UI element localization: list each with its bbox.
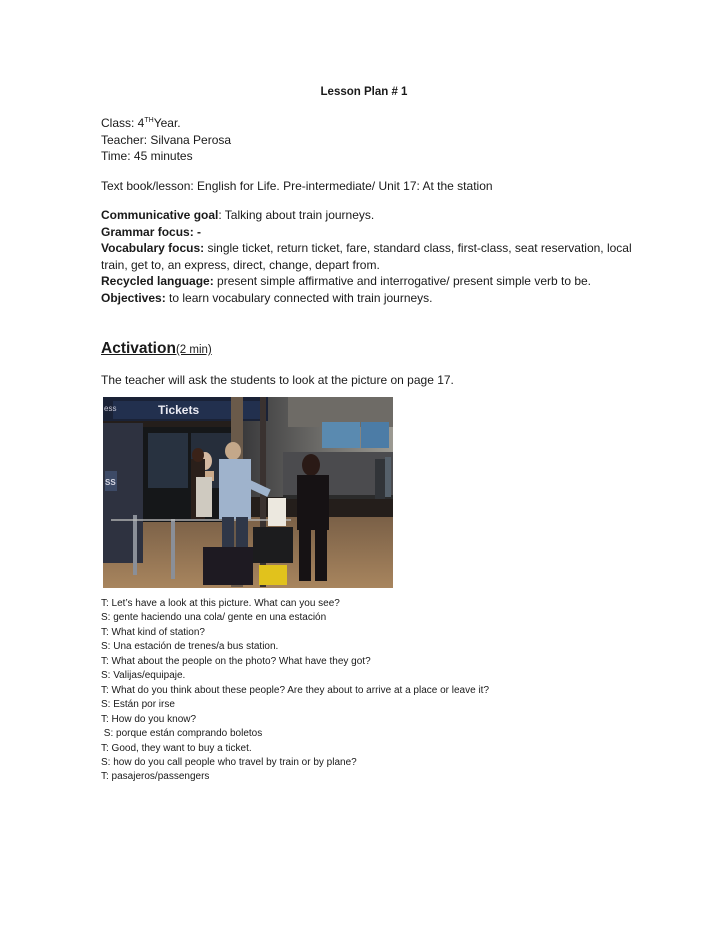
- vocabulary-focus: [101, 240, 661, 257]
- dialog-line: T: pasajeros/passengers: [101, 771, 210, 783]
- time-line: Time: 45 minutes: [101, 149, 193, 163]
- recycled-text: present simple affirmative and interrogative/ present simple verb to be.: [213, 274, 592, 288]
- dialog-line: S: gente haciendo una cola/ gente en una estación: [101, 612, 327, 624]
- vocabulary-label: Vocabulary focus:: [101, 241, 205, 255]
- vocabulary-text-1: single ticket, return ticket, fare, standard class, first-class, seat reservation, local: [204, 241, 632, 255]
- grammar-focus: Grammar focus: -: [101, 224, 202, 239]
- activation-heading-text: Activation: [101, 340, 176, 357]
- class-superscript: TH: [144, 117, 154, 124]
- lesson-title-text: Lesson Plan # 1: [320, 86, 408, 98]
- tickets-sign: Tickets: [158, 403, 200, 417]
- vocabulary-continued: train, get to, an express, direct, change, depart from.: [101, 257, 380, 272]
- sign-fragment: ess: [104, 404, 117, 413]
- class-prefix: Class: 4: [101, 116, 145, 130]
- side-sign-fragment: SS: [105, 478, 116, 487]
- activation-heading: [101, 340, 212, 358]
- dialog-line: S: Están por irse: [101, 699, 175, 711]
- recycled-language: [101, 273, 661, 290]
- teacher-line: Teacher: Silvana Perosa: [101, 132, 232, 147]
- activation-intro: [101, 372, 641, 389]
- activation-intro-text: The teacher will ask the students to look at the picture on page 17.: [101, 373, 454, 387]
- communicative-goal: [101, 207, 661, 224]
- dialog-line: S: how do you call people who travel by train or by plane?: [101, 756, 357, 768]
- objectives-text: to learn vocabulary connected with train journeys.: [165, 290, 433, 305]
- textbook-line: [101, 178, 641, 195]
- focus-section: [101, 207, 661, 306]
- dialog-line: T: What about the people on the photo? What have they got?: [101, 655, 371, 667]
- dialog-line: S: porque están comprando boletos: [101, 728, 263, 740]
- station-photo: [103, 397, 393, 588]
- dialog-line: T: How do you know?: [101, 713, 197, 725]
- communicative-text: : Talking about train journeys.: [218, 208, 375, 222]
- recycled-label: Recycled language:: [101, 274, 214, 288]
- activation-duration: (2 min): [175, 344, 212, 356]
- class-info: [101, 113, 641, 165]
- class-line: [101, 113, 641, 132]
- textbook-text: Text book/lesson: English for Life. Pre-intermediate/ Unit 17: At the station: [101, 179, 493, 193]
- communicative-label: Communicative goal: [101, 208, 219, 222]
- class-suffix: Year.: [153, 116, 181, 130]
- dialog-line: T: What do you think about these people? Are they about to arrive at a place or leave it?: [101, 684, 490, 696]
- lesson-title: [0, 86, 728, 98]
- objectives-label: Objectives:: [101, 290, 166, 305]
- dialog-line: T: Let’s have a look at this picture. What can you see?: [101, 598, 340, 609]
- dialog-line: T: What kind of station?: [101, 626, 205, 638]
- dialog-list: [101, 597, 641, 785]
- dialog-line: S: Una estación de trenes/a bus station.: [101, 641, 279, 653]
- objectives: [101, 290, 661, 307]
- dialog-line: T: Good, they want to buy a ticket.: [101, 742, 252, 754]
- dialog-line: S: Valijas/equipaje.: [101, 670, 186, 682]
